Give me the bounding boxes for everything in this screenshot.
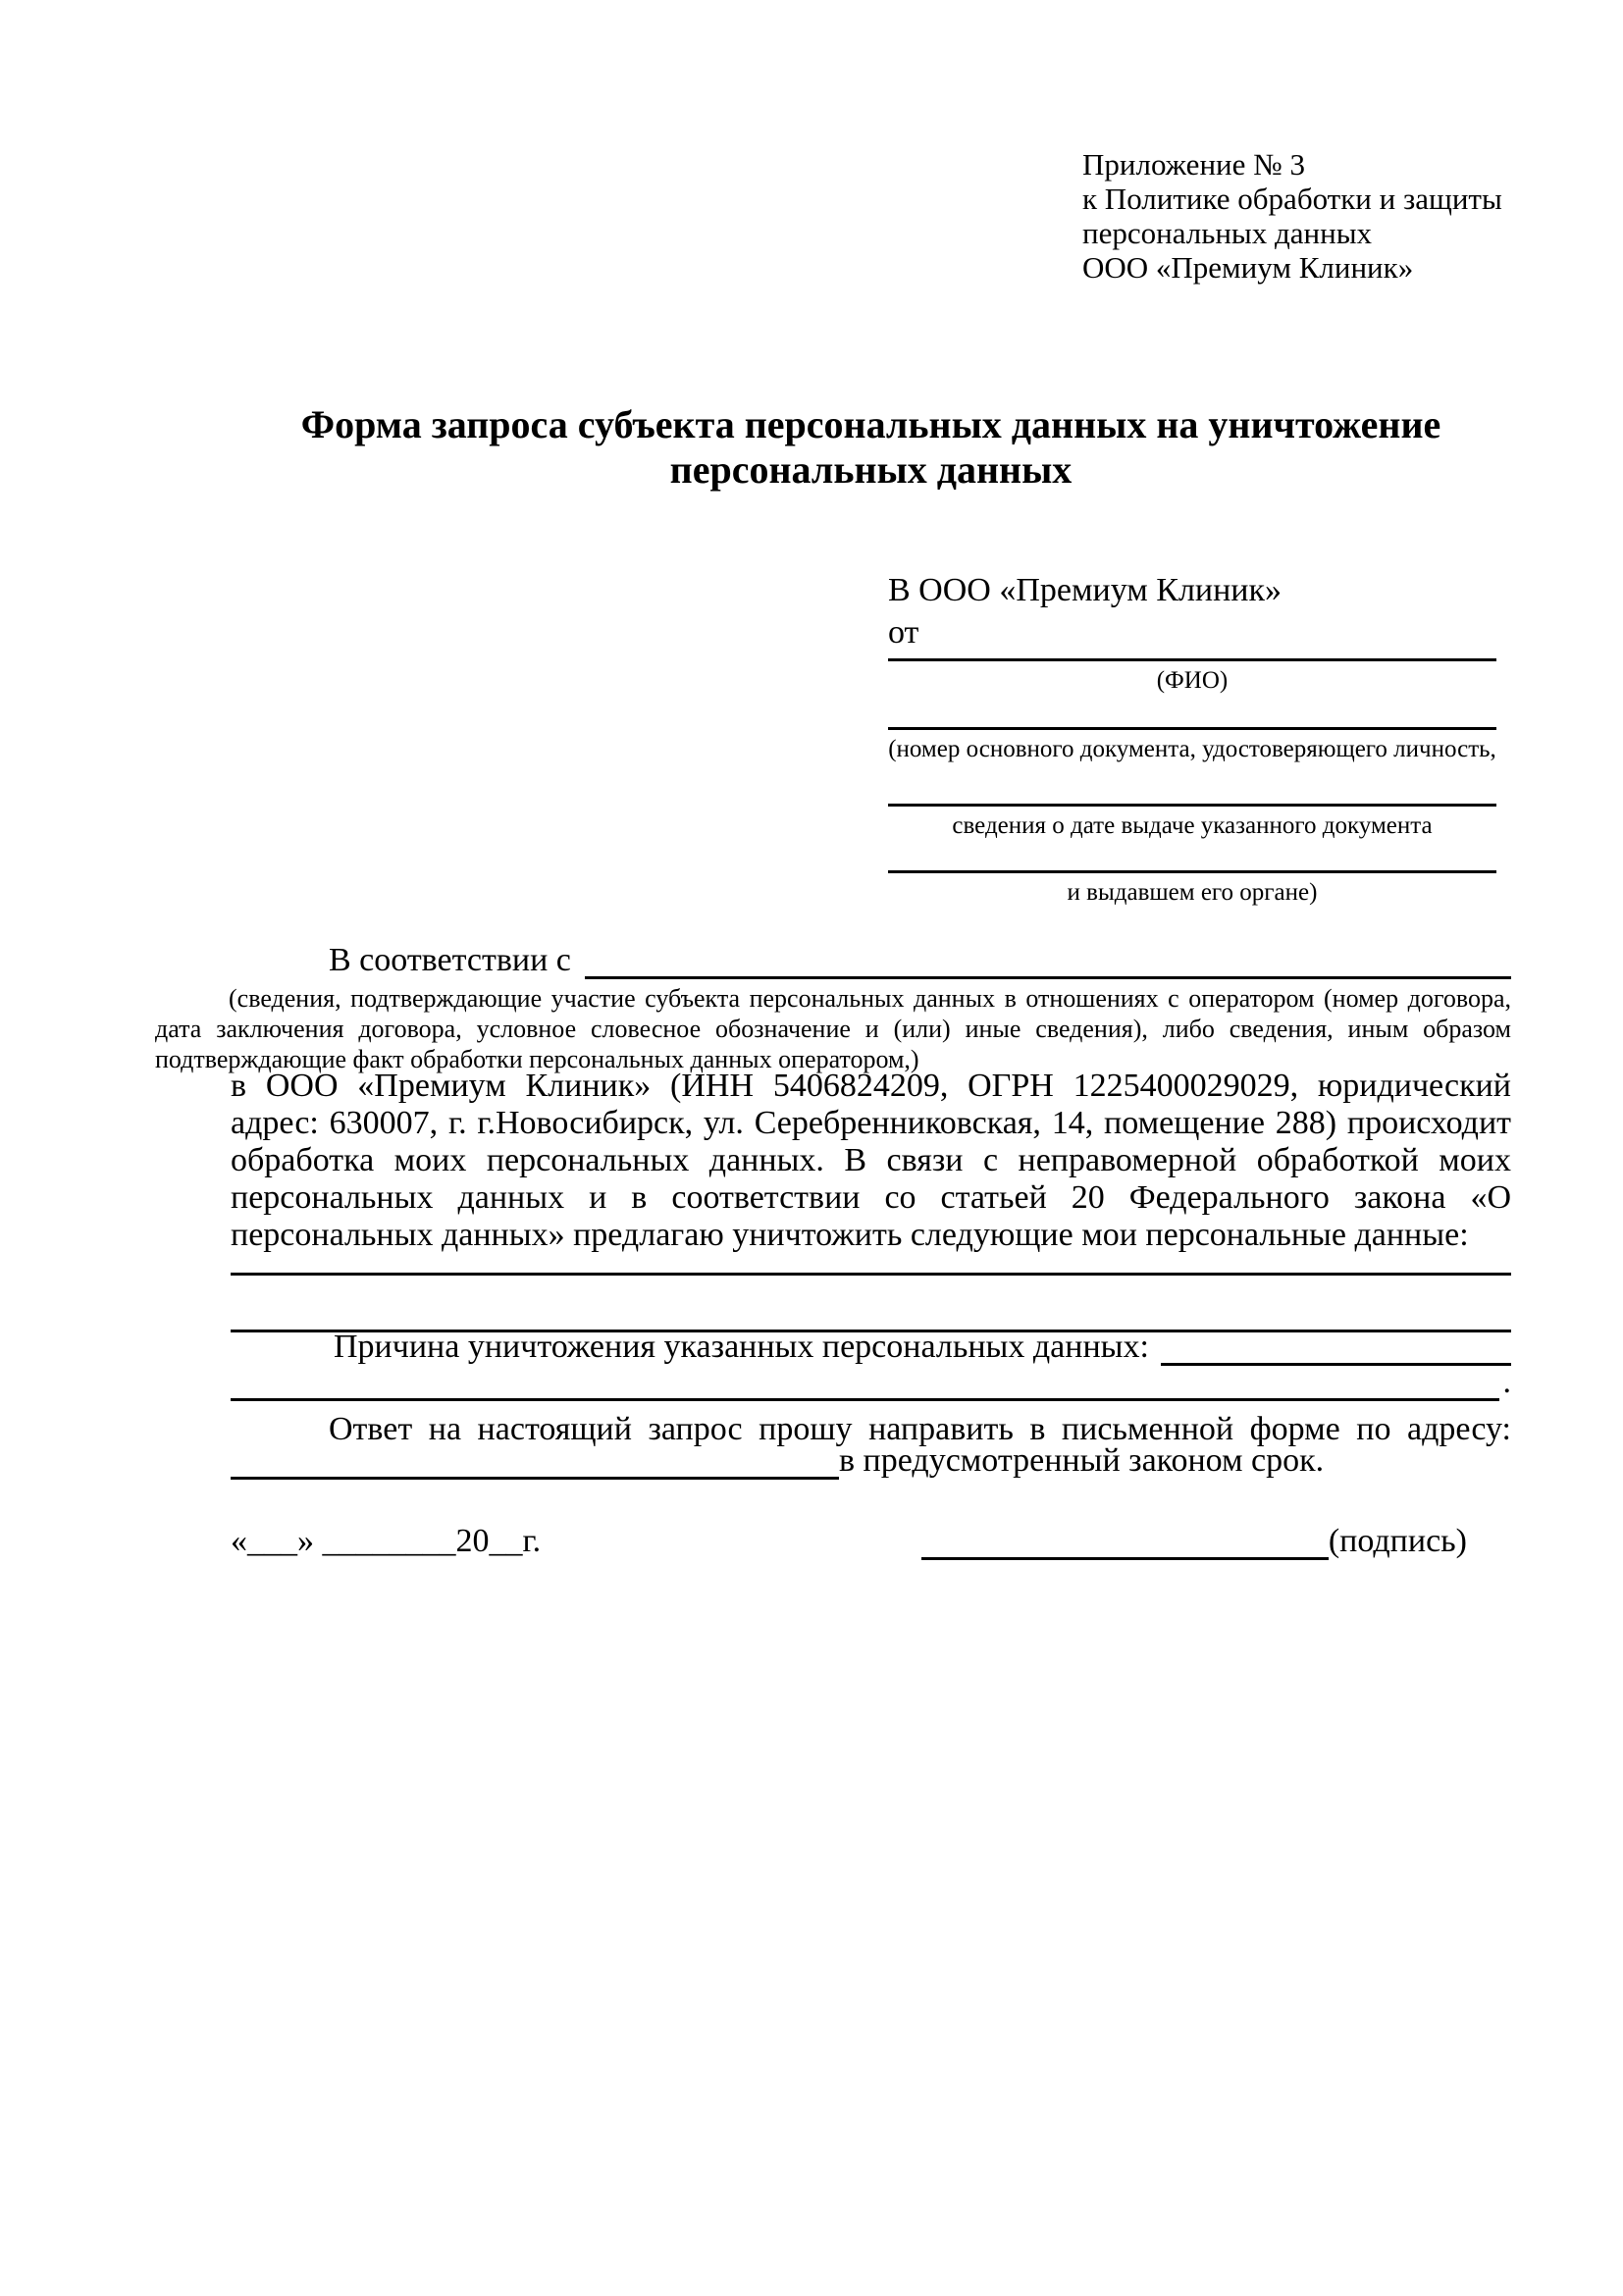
reason-continuation-row [231, 1364, 1511, 1401]
fill-line-personal-data-1 [231, 1273, 1511, 1276]
reason-label: Причина уничтожения указанных персональных данных: [334, 1329, 1149, 1365]
opening-clause-label: В соответствии с [329, 942, 571, 978]
sentence-period: . [1502, 1364, 1511, 1400]
fill-line-document-number [888, 727, 1496, 730]
date-fill-line: «___» ________20__г. [231, 1523, 542, 1559]
address-row [231, 1440, 1511, 1480]
addressee-to-line: В ООО «Премиум Клиник» [888, 572, 1283, 608]
field-caption-fio: (ФИО) [1156, 667, 1229, 694]
appendix-line: к Политике обработки и защиты [1082, 182, 1502, 216]
signature-group [921, 1520, 1467, 1560]
fill-line-basis [585, 935, 1511, 979]
appendix-reference-block [1082, 147, 1502, 285]
term-text: в предусмотренный законом срок. [839, 1442, 1325, 1479]
fill-line-fio [888, 658, 1496, 661]
opening-clause-row [231, 938, 1511, 979]
fill-line-reason-1 [1161, 1324, 1511, 1366]
addressee-from-label: от [888, 614, 919, 651]
fill-line-reason-2 [231, 1366, 1499, 1401]
field-caption-document-number: (номер основного документа, удостоверяющего личность, [888, 736, 1496, 762]
date-signature-row [231, 1519, 1467, 1560]
fill-line-address [231, 1437, 839, 1480]
field-caption-issuing-authority: и выдавшем его органе) [1067, 879, 1318, 906]
reason-row [231, 1327, 1511, 1366]
fill-line-issue-date [888, 804, 1496, 807]
fineprint-note: (сведения, подтверждающие участие субъекта персональных данных в отношениях с оператором (номер договора, дата заключения договора, условное словесное обозначение и (или) иные сведения), либо сведения, иным образом подтверждающие факт обработки персональных данных оператором,) [155, 984, 1511, 1073]
appendix-line: персональных данных [1082, 216, 1373, 250]
signature-caption: (подпись) [1328, 1523, 1467, 1559]
appendix-line: Приложение № 3 [1082, 147, 1305, 182]
fill-line-signature [921, 1520, 1329, 1560]
answer-request-line: Ответ на настоящий запрос прошу направить в письменной форме по адресу: [329, 1411, 1511, 1447]
appendix-line: ООО «Премиум Клиник» [1082, 250, 1414, 285]
page-title: Форма запроса субъекта персональных данных на уничтожение персональных данных [300, 402, 1441, 492]
main-paragraph: в ООО «Премиум Клиник» (ИНН 5406824209, ОГРН 1225400029029, юридический адрес: 630007, г. г.Новосибирск, ул. Серебренниковская, 14, помещение 288) происходит обработка моих персональных данных. В связи с неправомерной обработкой моих персональных данных и в соответствии со статьей 20 Федерального закона «О персональных данных» предлагаю уничтожить следующие мои персональные данные: [231, 1068, 1511, 1253]
field-caption-issue-date: сведения о дате выдаче указанного документа [952, 812, 1433, 839]
fill-line-issuing-authority [888, 870, 1496, 873]
